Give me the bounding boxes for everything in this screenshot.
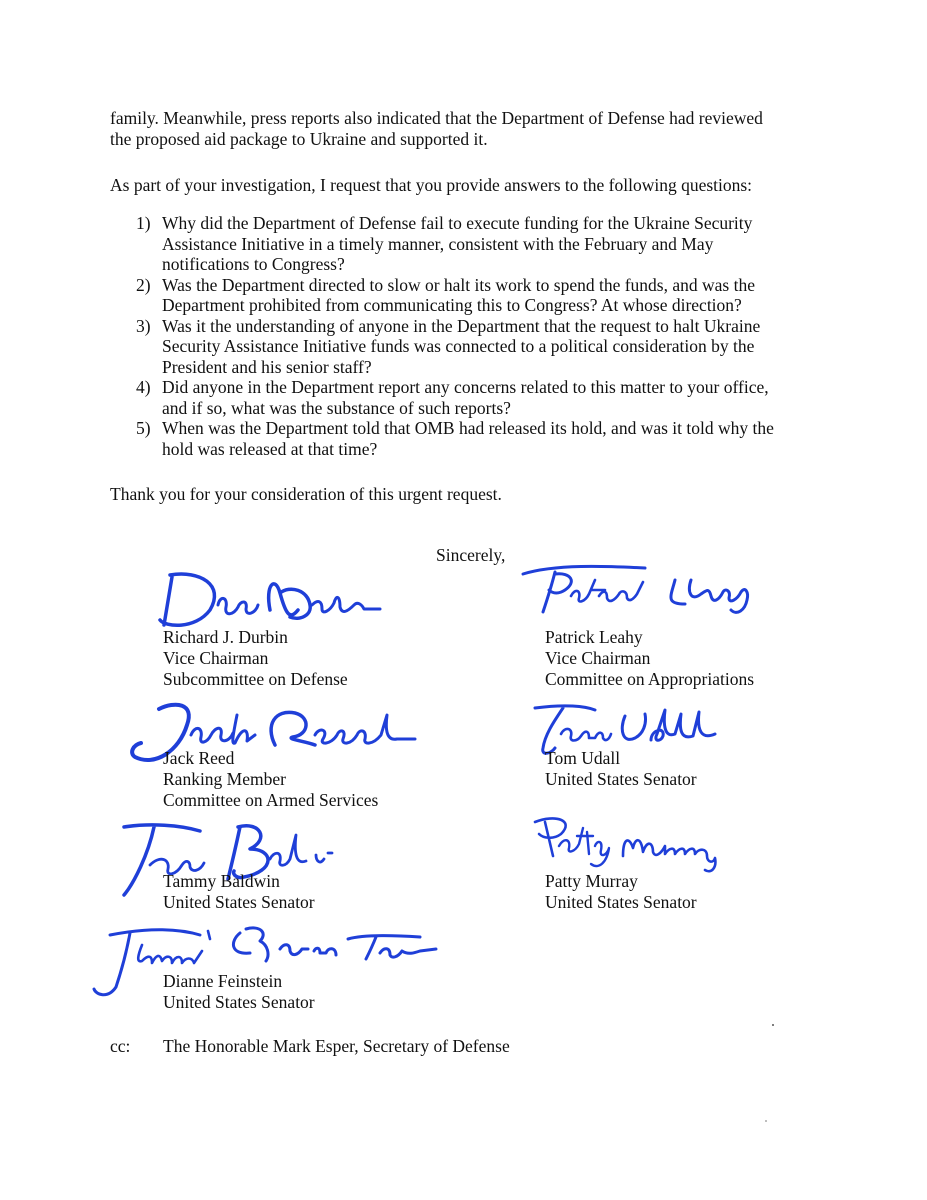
- signatory-name: Patty Murray: [545, 871, 638, 891]
- question-line: Assistance Initiative in a timely manner, consistent with the February and May: [162, 233, 714, 254]
- signatory-name: Patrick Leahy: [545, 627, 643, 647]
- scan-speck: [765, 1120, 767, 1122]
- question-line: Security Assistance Initiative funds was connected to a political consideration by the: [162, 336, 755, 356]
- signatory-title: Vice Chairman: [545, 648, 651, 668]
- question-line: Did anyone in the Department report any concerns related to this matter to your office,: [162, 377, 769, 397]
- durbin-signature: [140, 565, 400, 635]
- question-line: When was the Department told that OMB had released its hold, and was it told why the: [162, 418, 774, 438]
- signatory-murray: [545, 871, 697, 913]
- question-number: 5): [136, 418, 151, 438]
- signatory-org: Committee on Armed Services: [163, 790, 379, 810]
- question-line: Was the Department directed to slow or halt its work to spend the funds, and was the: [162, 274, 755, 295]
- question-line: hold was released at that time?: [162, 438, 378, 459]
- question-item-4: [110, 377, 830, 418]
- signatory-title: United States Senator: [163, 892, 315, 912]
- question-line: Department prohibited from communicating this to Congress? At whose direction?: [162, 295, 742, 315]
- signatory-title: Vice Chairman: [163, 648, 269, 668]
- question-line: Why did the Department of Defense fail to execute funding for the Ukraine Security: [162, 213, 753, 233]
- signatory-name: Tom Udall: [545, 748, 621, 768]
- question-line: Was it the understanding of anyone in the Department that the request to halt Ukraine: [162, 315, 761, 336]
- signatory-udall: [545, 748, 697, 790]
- signatory-title: United States Senator: [163, 992, 315, 1012]
- signatory-name: Richard J. Durbin: [163, 627, 288, 647]
- question-number: 3): [136, 315, 151, 336]
- cc-recipient: The Honorable Mark Esper, Secretary of Defense: [163, 1036, 510, 1056]
- signatory-durbin: [163, 627, 348, 690]
- signatory-baldwin: [163, 871, 315, 913]
- question-line: notifications to Congress?: [162, 254, 345, 274]
- signatory-leahy: [545, 627, 754, 690]
- leahy-signature: [515, 560, 785, 620]
- thanks-line: Thank you for your consideration of this urgent request.: [110, 484, 502, 504]
- question-item-2: [110, 275, 830, 316]
- closing: Sincerely,: [436, 545, 506, 565]
- signatory-name: Tammy Baldwin: [163, 871, 280, 891]
- intro-paragraph: [110, 108, 830, 150]
- scan-speck: [772, 1024, 774, 1026]
- cc-label: cc:: [110, 1036, 131, 1056]
- questions-list: [110, 213, 830, 459]
- signatory-name: Dianne Feinstein: [163, 971, 283, 991]
- question-item-1: [110, 213, 830, 275]
- question-number: 4): [136, 377, 151, 397]
- question-line: President and his senior staff?: [162, 356, 372, 377]
- question-item-3: [110, 316, 830, 378]
- question-number: 2): [136, 274, 151, 295]
- question-line: and if so, what was the substance of such reports?: [162, 397, 511, 418]
- intro-line-1: family. Meanwhile, press reports also indicated that the Department of Defense had reviewed: [110, 108, 763, 128]
- murray-signature: [525, 808, 735, 878]
- signatory-reed: [163, 748, 378, 811]
- signatory-title: United States Senator: [545, 892, 697, 912]
- intro-line-2: the proposed aid package to Ukraine and supported it.: [110, 129, 488, 149]
- question-number: 1): [136, 213, 151, 233]
- signatory-name: Jack Reed: [163, 748, 235, 768]
- question-item-5: [110, 418, 830, 459]
- request-intro: As part of your investigation, I request that you provide answers to the following questions:: [110, 175, 753, 195]
- signatory-org: Committee on Appropriations: [545, 669, 755, 689]
- signatory-org: Subcommittee on Defense: [163, 669, 348, 689]
- signatory-feinstein: [163, 971, 315, 1013]
- signatory-title: United States Senator: [545, 769, 697, 789]
- signatory-title: Ranking Member: [163, 769, 286, 789]
